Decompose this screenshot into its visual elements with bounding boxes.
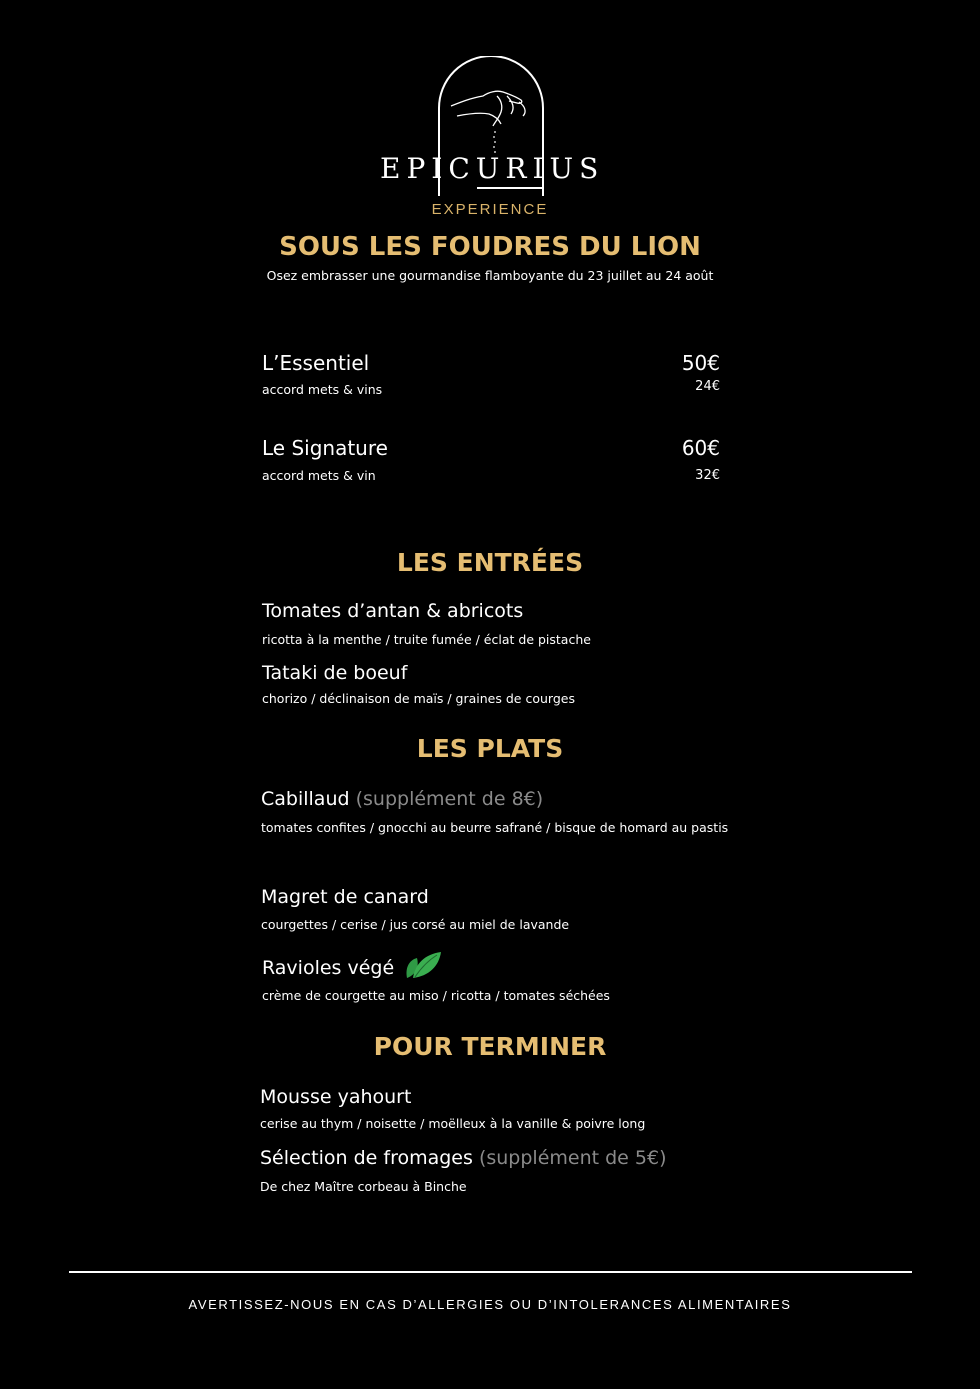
menu-item-desc: chorizo / déclinaison de maïs / graines de courges [262, 691, 575, 706]
menu-item-desc: crème de courgette au miso / ricotta / tomates séchées [262, 988, 610, 1003]
menu-item-name: Tomates d’antan & abricots [262, 600, 524, 622]
menu-item-name: Ravioles végé [262, 957, 395, 979]
menu-item-supplement: (supplément de 5€) [478, 1147, 667, 1169]
formula-pairing-label: accord mets & vin [262, 468, 376, 483]
menu-item-name: Cabillaud [261, 788, 350, 810]
section-title-desserts: POUR TERMINER [373, 1032, 607, 1061]
event-title: SOUS LES FOUDRES DU LION [279, 232, 701, 262]
menu-item-supplement: (supplément de 8€) [355, 788, 544, 810]
formula-price: 60€ [681, 436, 720, 460]
menu-item-title-row [262, 957, 394, 979]
section-title-plats: LES PLATS [416, 734, 564, 763]
menu-item-title-row [260, 1147, 667, 1169]
menu-item-name: Sélection de fromages [260, 1147, 473, 1169]
event-tagline: Osez embrasser une gourmandise flamboyante du 23 juillet au 24 août [266, 268, 714, 283]
menu-item-name: Magret de canard [261, 886, 429, 908]
menu-item-title-row [261, 788, 543, 810]
formula-name: L’Essentiel [262, 351, 370, 375]
section-title-entrees: LES ENTRÉES [396, 548, 584, 577]
formula-pairing-price: 32€ [695, 468, 720, 483]
formula-price: 50€ [681, 351, 720, 375]
menu-item-desc: courgettes / cerise / jus corsé au miel de lavande [261, 917, 570, 932]
menu-item-desc: De chez Maître corbeau à Binche [260, 1179, 467, 1194]
menu-item-name: Tataki de boeuf [262, 662, 408, 684]
menu-item-desc: ricotta à la menthe / truite fumée / éclat de pistache [262, 632, 591, 647]
formula-pairing-price: 24€ [695, 379, 720, 394]
leaf-icon [403, 950, 443, 980]
menu-item-desc: cerise au thym / noisette / moëlleux à la vanille & poivre long [260, 1116, 646, 1131]
menu-item-name: Mousse yahourt [260, 1086, 412, 1108]
footer-divider [69, 1271, 912, 1273]
allergy-notice: AVERTISSEZ-NOUS EN CAS D’ALLERGIES OU D’INTOLERANCES ALIMENTAIRES [188, 1297, 792, 1312]
menu-item-desc: tomates confites / gnocchi au beurre safrané / bisque de homard au pastis [261, 820, 729, 835]
formula-name: Le Signature [262, 436, 388, 460]
logo-subtitle: EXPERIENCE [431, 201, 549, 218]
formula-pairing-label: accord mets & vins [262, 382, 383, 397]
logo-wordmark: EPICURIUS [380, 152, 605, 185]
